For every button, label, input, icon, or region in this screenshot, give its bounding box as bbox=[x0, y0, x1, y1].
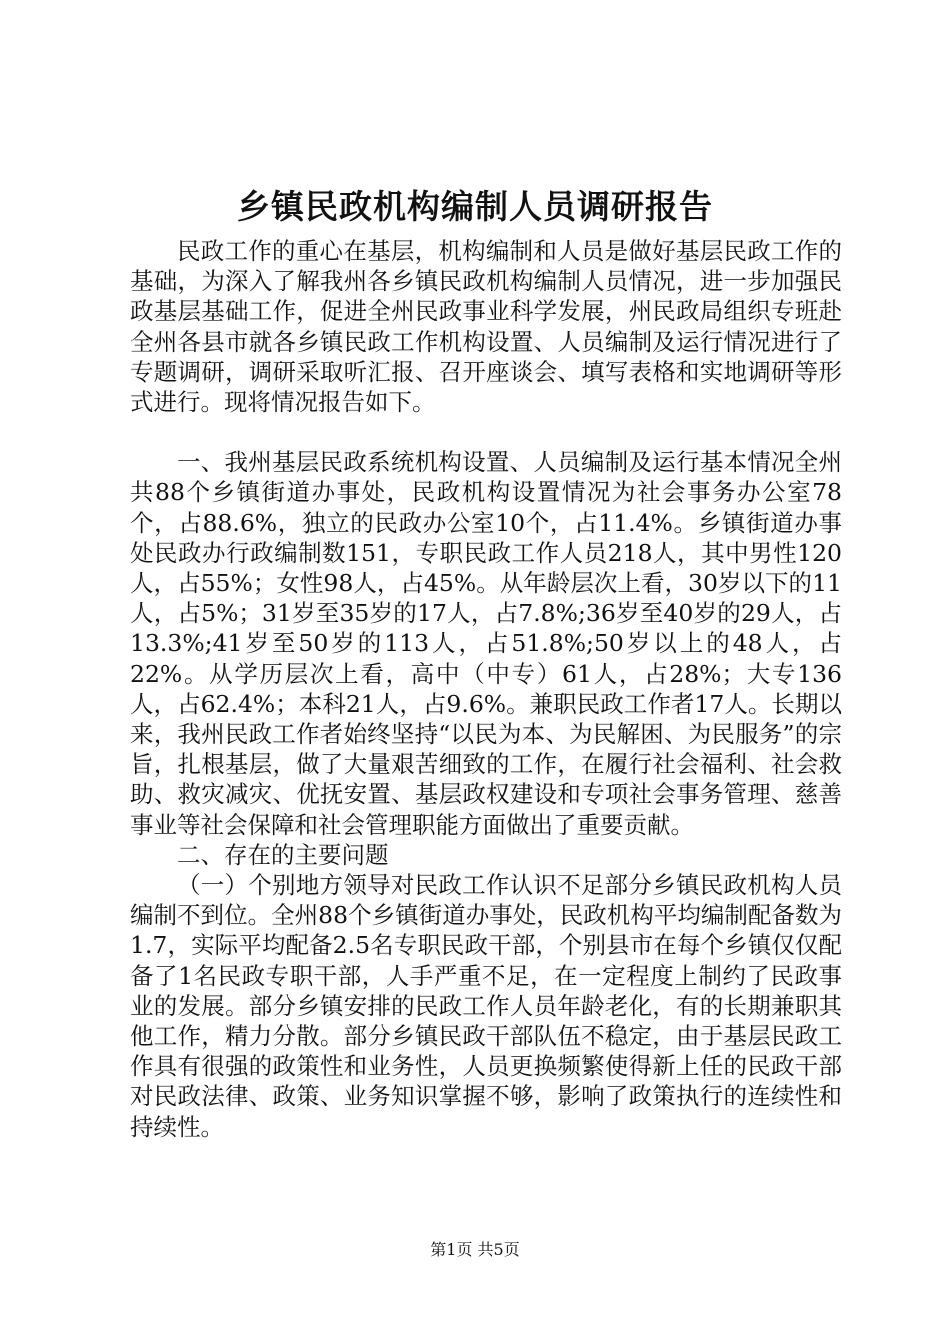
intro-paragraph: 民政工作的重心在基层，机构编制和人员是做好基层民政工作的基础，为深入了解我州各乡镇民政机构编制人员情况，进一步加强民政基层基础工作，促进全州民政事业科学发展，州民政局组织专班赴全州各县市就各乡镇民政工作机构设置、人员编制及运行情况进行了专题调研，调研采取听汇报、召开座谈会、填写表格和实地调研等形式进行。现将情况报告如下。 bbox=[130, 237, 842, 417]
document-body bbox=[130, 236, 842, 1142]
page-number: 第1页 共5页 bbox=[430, 1240, 520, 1259]
document-title: 乡镇民政机构编制人员调研报告 bbox=[237, 187, 713, 226]
section-2-heading: 二、存在的主要问题 bbox=[177, 840, 389, 869]
paragraph-gap bbox=[130, 417, 842, 447]
section-2-1-paragraph: （一）个别地方领导对民政工作认识不足部分乡镇民政机构人员编制不到位。全州88个乡镇街道办事处，民政机构平均编制配备数为1.7，实际平均配备2.5名专职民政干部，个别县市在每个乡镇仅仅配备了1名民政专职干部，人手严重不足，在一定程度上制约了民政事业的发展。部分乡镇安排的民政工作人员年龄老化，有的长期兼职其他工作，精力分散。部分乡镇民政干部队伍不稳定，由于基层民政工作具有很强的政策性和业务性，人员更换频繁使得新上任的民政干部对民政法律、政策、业务知识掌握不够，影响了政策执行的连续性和持续性。 bbox=[130, 871, 842, 1141]
section-1-paragraph: 一、我州基层民政系统机构设置、人员编制及运行基本情况全州共88个乡镇街道办事处，民政机构设置情况为社会事务办公室78个，占88.6%，独立的民政办公室10个，占11.4%。乡镇街道办事处民政办行政编制数151，专职民政工作人员218人，其中男性120人，占55%；女性98人，占45%。从年龄层次上看，30岁以下的11人，占5%；31岁至35岁的17人，占7.8%;36岁至40岁的29人，占13.3%;41岁至50岁的113人，占51.8%;50岁以上的48人，占22%。从学历层次上看，高中（中专）61人，占28%；大专136人，占62.4%；本科21人，占9.6%。兼职民政工作者17人。长期以来，我州民政工作者始终坚持“以民为本、为民解困、为民服务”的宗旨，扎根基层，做了大量艰苦细致的工作，在履行社会福利、社会救助、救灾减灾、优抚安置、基层政权建设和专项社会事务管理、慈善事业等社会保障和社会管理职能方面做出了重要贡献。 bbox=[130, 448, 842, 839]
